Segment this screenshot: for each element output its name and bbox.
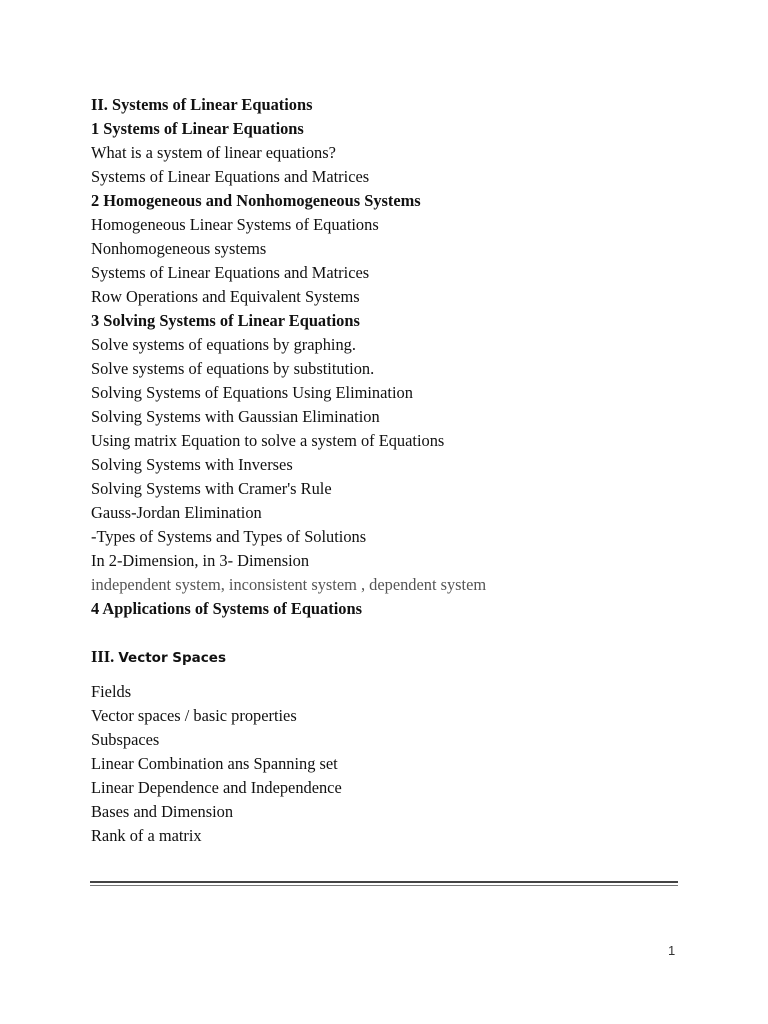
outline-item: Fields — [91, 682, 132, 701]
outline-item: Solving Systems of Equations Using Elimination — [91, 383, 413, 402]
section2-outline — [91, 117, 691, 621]
outline-item: Solve systems of equations by substitution. — [91, 359, 375, 378]
page-number: 1 — [668, 943, 676, 958]
outline-item: Rank of a matrix — [91, 826, 202, 845]
outline-item: Gauss-Jordan Elimination — [91, 503, 262, 522]
outline-item: Systems of Linear Equations and Matrices — [91, 263, 370, 282]
section-heading-vector-spaces — [91, 645, 691, 669]
outline-item: Linear Combination ans Spanning set — [91, 754, 338, 773]
outline-item: Systems of Linear Equations and Matrices — [91, 167, 370, 186]
outline-item: Solve systems of equations by graphing. — [91, 335, 356, 354]
section-numeral: III. — [91, 647, 115, 666]
footer-rule — [90, 881, 678, 887]
section-heading-systems-of-linear-equations: II. Systems of Linear Equations — [91, 95, 313, 114]
section3-outline — [91, 680, 691, 848]
outline-item: Linear Dependence and Independence — [91, 778, 342, 797]
subsection-heading: 4 Applications of Systems of Equations — [91, 599, 362, 618]
outline-item: Row Operations and Equivalent Systems — [91, 287, 360, 306]
outline-item: Bases and Dimension — [91, 802, 234, 821]
page-content — [91, 93, 691, 848]
subsection-heading: 1 Systems of Linear Equations — [91, 119, 304, 138]
outline-item: Subspaces — [91, 730, 160, 749]
outline-item: independent system, inconsistent system , dependent system — [91, 575, 487, 594]
outline-item: In 2-Dimension, in 3- Dimension — [91, 551, 310, 570]
outline-item: Solving Systems with Cramer's Rule — [91, 479, 332, 498]
outline-item: Using matrix Equation to solve a system of Equations — [91, 431, 445, 450]
subsection-heading: 2 Homogeneous and Nonhomogeneous Systems — [91, 191, 421, 210]
outline-item: -Types of Systems and Types of Solutions — [91, 527, 367, 546]
footer-rule-thin — [90, 885, 678, 886]
subsection-heading: 3 Solving Systems of Linear Equations — [91, 311, 360, 330]
footer-rule-thick — [90, 881, 678, 883]
outline-item: Nonhomogeneous systems — [91, 239, 267, 258]
outline-item: Solving Systems with Inverses — [91, 455, 293, 474]
outline-item: Solving Systems with Gaussian Elimination — [91, 407, 380, 426]
outline-item: What is a system of linear equations? — [91, 143, 336, 162]
section-title: Vector Spaces — [118, 650, 226, 666]
outline-item: Vector spaces / basic properties — [91, 706, 297, 725]
outline-item: Homogeneous Linear Systems of Equations — [91, 215, 379, 234]
